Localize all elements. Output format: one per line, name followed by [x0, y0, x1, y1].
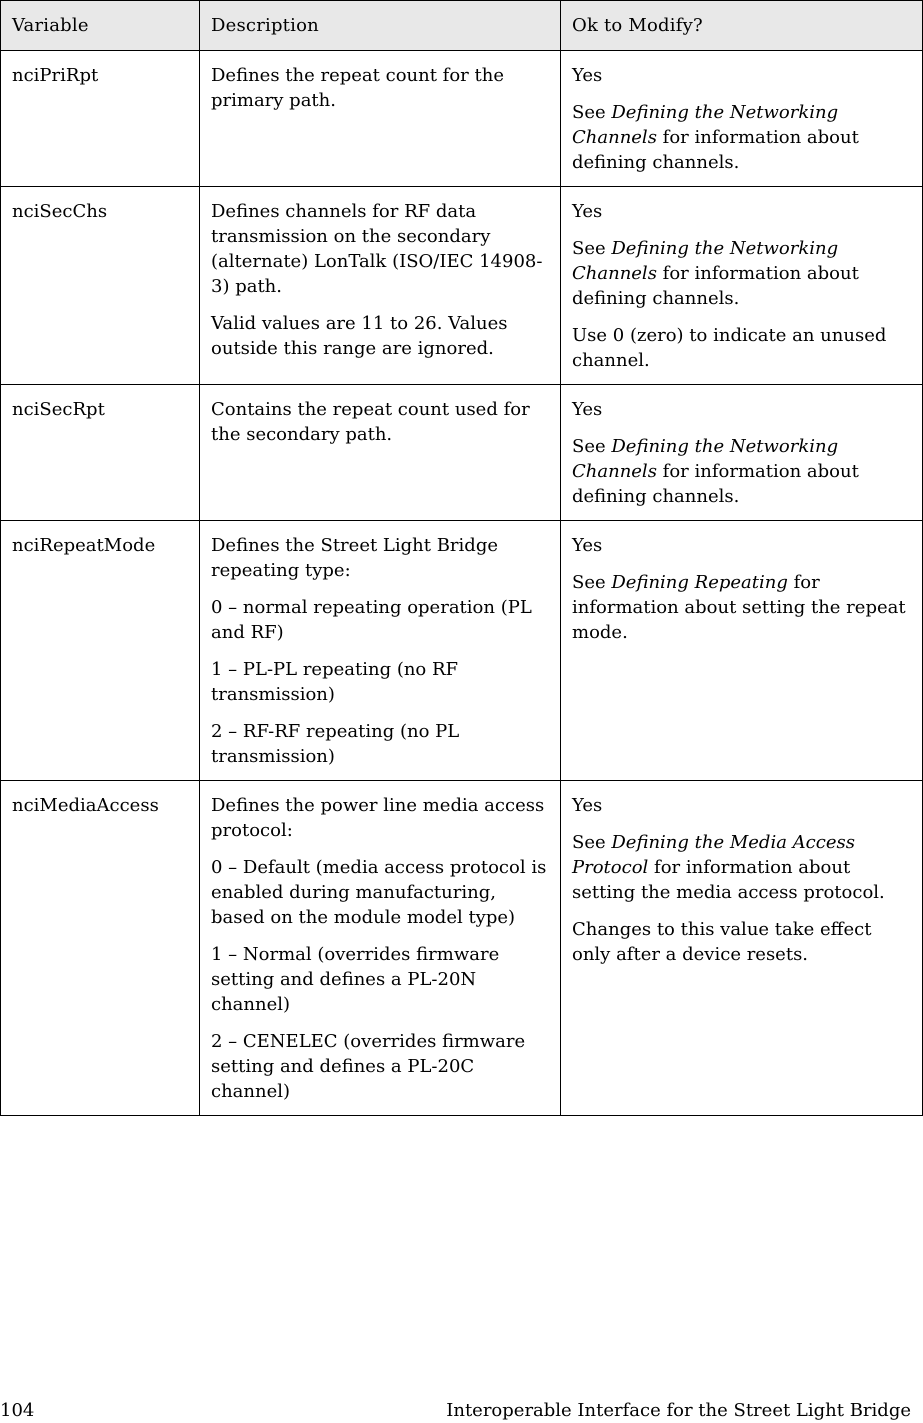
see-suffix: for information about defining channels. — [572, 263, 859, 309]
modify-answer: Yes — [572, 65, 603, 86]
description-text: 2 – RF-RF repeating (no PL transmission) — [211, 721, 460, 767]
modify-answer: Yes — [572, 535, 603, 556]
see-reference — [572, 570, 912, 645]
description-cell — [200, 521, 561, 781]
description-cell — [200, 781, 561, 1116]
see-suffix: for information about defining channels. — [572, 461, 859, 507]
variable-cell: nciPriRpt — [1, 51, 200, 187]
reference-title: Defining the Networking Channels — [572, 436, 839, 482]
table-row — [1, 187, 923, 385]
description-text: Defines channels for RF data transmission on the secondary (alternate) LonTalk (ISO/IEC 14908-3) path. — [211, 201, 543, 297]
description-text: 1 – PL-PL repeating (no RF transmission) — [211, 659, 459, 705]
description-text: Defines the repeat count for the primary path. — [211, 65, 504, 111]
see-reference — [572, 236, 912, 311]
header-description: Description — [200, 1, 561, 51]
table-header-row — [1, 1, 923, 51]
modify-note: Use 0 (zero) to indicate an unused channel. — [572, 325, 887, 371]
see-suffix: for information about setting the repeat mode. — [572, 572, 906, 643]
see-reference — [572, 100, 912, 175]
modify-cell — [561, 781, 923, 1116]
see-suffix: for information about defining channels. — [572, 127, 859, 173]
description-text: 2 – CENELEC (overrides firmware setting and defines a PL-20C channel) — [211, 1031, 526, 1102]
document-title: Interoperable Interface for the Street Light Bridge — [446, 1400, 911, 1421]
description-cell — [200, 51, 561, 187]
see-prefix: See — [572, 238, 612, 259]
see-prefix: See — [572, 102, 612, 123]
variable-cell: nciSecRpt — [1, 385, 200, 521]
table-row — [1, 521, 923, 781]
variable-cell: nciMediaAccess — [1, 781, 200, 1116]
header-ok-to-modify: Ok to Modify? — [561, 1, 923, 51]
modify-answer: Yes — [572, 201, 603, 222]
description-text: Contains the repeat count used for the secondary path. — [211, 399, 530, 445]
modify-cell — [561, 187, 923, 385]
description-text: Defines the Street Light Bridge repeating type: — [211, 535, 498, 581]
variable-cell: nciSecChs — [1, 187, 200, 385]
modify-answer: Yes — [572, 795, 603, 816]
description-text: 0 – Default (media access protocol is enabled during manufacturing, based on the module model type) — [211, 857, 547, 928]
see-prefix: See — [572, 436, 612, 457]
see-reference — [572, 434, 912, 509]
table-row — [1, 385, 923, 521]
modify-answer: Yes — [572, 399, 603, 420]
description-text: 0 – normal repeating operation (PL and RF) — [211, 597, 532, 643]
reference-title: Defining Repeating — [611, 572, 788, 593]
modify-cell — [561, 521, 923, 781]
reference-title: Defining the Networking Channels — [572, 238, 839, 284]
see-prefix: See — [572, 572, 612, 593]
table-row — [1, 51, 923, 187]
description-text: Defines the power line media access protocol: — [211, 795, 545, 841]
reference-title: Defining the Media Access Protocol — [572, 832, 855, 878]
table-row — [1, 781, 923, 1116]
page-number: 104 — [0, 1400, 35, 1421]
reference-title: Defining the Networking Channels — [572, 102, 839, 148]
modify-cell — [561, 51, 923, 187]
see-suffix: for information about setting the media access protocol. — [572, 857, 885, 903]
description-text: Valid values are 11 to 26. Values outside this range are ignored. — [211, 313, 508, 359]
modify-note: Changes to this value take effect only after a device resets. — [572, 919, 872, 965]
header-variable: Variable — [1, 1, 200, 51]
description-text: 1 – Normal (overrides firmware setting and defines a PL-20N channel) — [211, 944, 500, 1015]
description-cell — [200, 385, 561, 521]
variable-cell: nciRepeatMode — [1, 521, 200, 781]
description-cell — [200, 187, 561, 385]
modify-cell — [561, 385, 923, 521]
see-prefix: See — [572, 832, 612, 853]
see-reference — [572, 830, 912, 905]
